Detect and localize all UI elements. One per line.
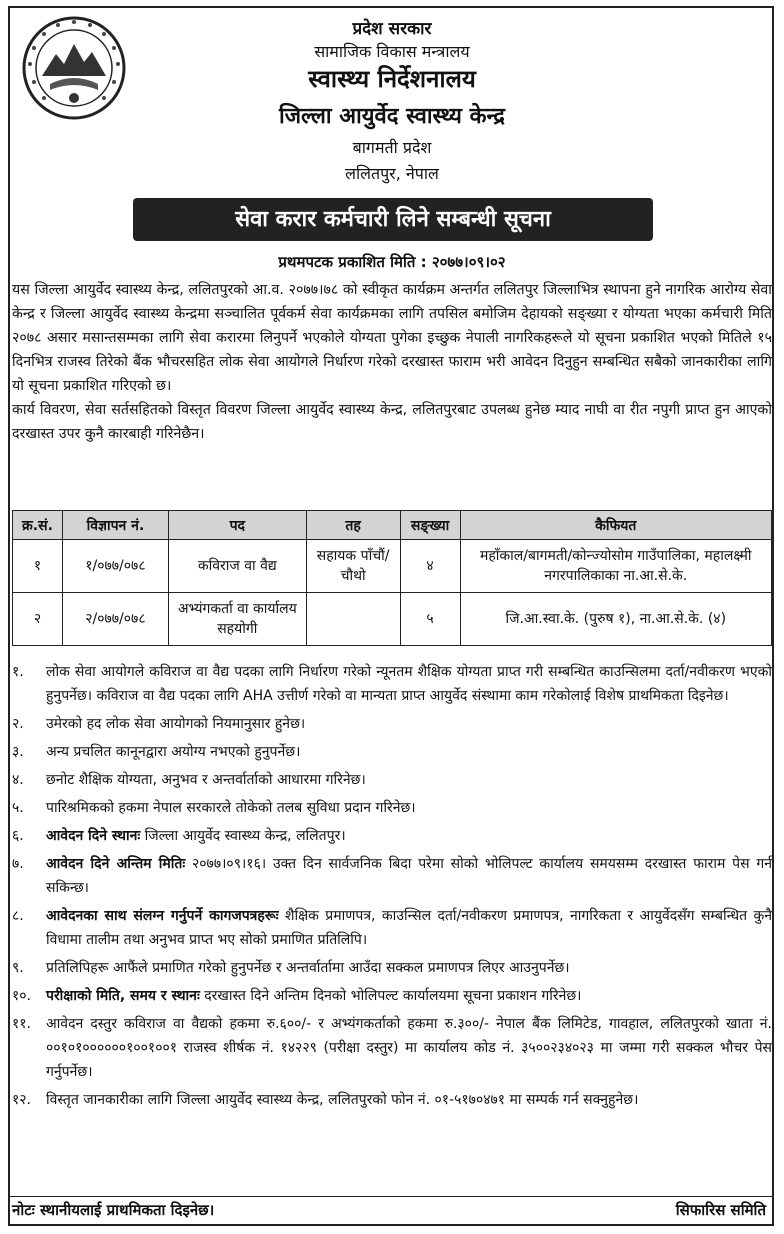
item-number: ७.: [12, 856, 24, 872]
cell-count: ४: [400, 540, 460, 593]
table-row: [13, 593, 772, 646]
publication-date: प्रथमपटक प्रकाशित मिति : २०७७।०९।०२: [278, 253, 506, 271]
header-line-ministry: सामाजिक विकास मन्त्रालय: [314, 42, 470, 61]
item-number: १२.: [12, 1092, 32, 1108]
item-text: जिल्ला आयुर्वेद स्वास्थ्य केन्द्र, ललितपुर।: [140, 828, 346, 844]
col-header-remarks: कैफियत: [460, 511, 771, 540]
item-text: उमेरको हद लोक सेवा आयोगको नियमानुसार हुनेछ।: [46, 716, 306, 732]
footer-note: नोटः स्थानीयलाई प्राथमिकता दिइनेछ।: [12, 1201, 215, 1219]
item-number: ९.: [12, 960, 24, 976]
list-item: [12, 852, 772, 900]
item-number: ४.: [12, 772, 24, 788]
item-heading: आवेदनका साथ संलग्न गर्नुपर्ने कागजपत्रहरूः: [46, 908, 279, 924]
header-line-directorate: स्वास्थ्य निर्देशनालय: [308, 65, 476, 93]
item-number: ११.: [12, 1016, 32, 1032]
col-header-level: तह: [306, 511, 400, 540]
cell-level: सहायक पाँचौं/चौथो: [306, 540, 400, 593]
col-header-sn: क्र.सं.: [13, 511, 63, 540]
footer-divider: [8, 1196, 774, 1197]
conditions-list: [12, 660, 772, 1116]
item-text: शैक्षिक प्रमाणपत्र, काउन्सिल दर्ता/नवीकरण प्रमाणपत्र, नागरिकता र आयुर्वेदसँग सम्बन्धित कुनै विधामा तालीम तथा अनुभव प्राप्त भए सोको प्रमाणित प्रतिलिपि।: [46, 908, 772, 948]
item-text: आवेदन दस्तुर कविराज वा वैद्यको हकमा रु.६००/- र अभ्यंगकर्ताको हकमा रु.३००/- नेपाल बैंक लिमिटेड, गावहाल, ललितपुरको खाता नं. ००१०१००००००१००१००१ राजस्व शीर्षक नं. १४२२९ (परीक्षा दस्तुर) मा कार्यालय कोड नं. ३५००२३४०२३ मा जम्मा गरी सक्कल भौचर पेस गर्नुपर्नेछ।: [46, 1016, 772, 1080]
list-item: [12, 712, 772, 736]
item-number: ८.: [12, 908, 24, 924]
cell-remarks: जि.आ.स्वा.के. (पुरुष १), ना.आ.से.के. (४): [460, 593, 771, 646]
list-item: [12, 660, 772, 708]
cell-adno: १/०७७/०७८: [62, 540, 168, 593]
intro-text: [12, 278, 772, 446]
nepal-emblem-icon: [20, 14, 128, 122]
cell-level: [306, 593, 400, 646]
cell-post: कविराज वा वैद्य: [168, 540, 306, 593]
item-text: लोक सेवा आयोगले कविराज वा वैद्य पदका लागि निर्धारण गरेको न्यूनतम शैक्षिक योग्यता प्राप्त गरी सम्बन्धित काउन्सिलमा दर्ता/नवीकरण भएको हुनुपर्नेछ। कविराज वा वैद्य पदका लागि AHA उत्तीर्ण गरेको वा मान्यता प्राप्त आयुर्वेद संस्थामा काम गरेकोलाई विशेष प्राथमिकता दिइनेछ।: [46, 664, 772, 704]
footer-signatory: सिफारिस समिति: [675, 1201, 766, 1219]
cell-remarks: महाँकाल/बागमती/कोन्ज्योसोम गाउँपालिका, महालक्ष्मी नगरपालिकाका ना.आ.से.के.: [460, 540, 771, 593]
cell-count: ५: [400, 593, 460, 646]
table-header-row: [13, 511, 772, 540]
notice-title-banner: सेवा करार कर्मचारी लिने सम्बन्धी सूचना: [133, 198, 653, 241]
item-heading: आवेदन दिने अन्तिम मितिः: [46, 856, 186, 872]
list-item: [12, 740, 772, 764]
vacancy-table: [12, 510, 772, 646]
col-header-post: पद: [168, 511, 306, 540]
item-heading: आवेदन दिने स्थानः: [46, 828, 141, 844]
cell-post: अभ्यंगकर्ता वा कार्यालय सहयोगी: [168, 593, 306, 646]
list-item: [12, 1088, 772, 1112]
table-row: [13, 540, 772, 593]
list-item: [12, 824, 772, 848]
item-text: २०७७।०९।१६। उक्त दिन सार्वजनिक बिदा परेमा सोको भोलिपल्ट कार्यालय समयसम्म दरखास्त फाराम पेस गर्न सकिन्छ।: [46, 856, 772, 896]
cell-sn: १: [13, 540, 63, 593]
item-text: प्रतिलिपिहरू आफैंले प्रमाणित गरेको हुनुपर्नेछ र अन्तर्वार्तामा आउँदा सक्कल प्रमाणपत्र लिएर आउनुपर्नेछ।: [46, 960, 570, 976]
header-line-province: बागमती प्रदेश: [352, 138, 432, 157]
intro-paragraph-1: यस जिल्ला आयुर्वेद स्वास्थ्य केन्द्र, ललितपुरको आ.व. २०७७।७८ को स्वीकृत कार्यक्रम अन्तर्गत ललितपुर जिल्लाभित्र स्थापना हुने नागरिक आरोग्य सेवा केन्द्र र जिल्ला आयुर्वेद स्वास्थ्य केन्द्रमा सञ्चालित पूर्वकर्म सेवा कार्यक्रमका लागि तपसिल बमोजिम देहायको सङ्ख्या र योग्यता भएका कर्मचारी मिति २०७८ असार मसान्तसम्मका लागि सेवा करारमा लिनुपर्ने भएकोले योग्यता पुगेका इच्छुक नेपाली नागरिकहरूले यो सूचना प्रकाशित भएको मितिले १५ दिनभित्र राजस्व तिरेको बैंक भौचरसहित लोक सेवा आयोगले निर्धारण गरेको दरखास्त फाराम भरी आवेदन दिनुहुन सम्बन्धित सबैको जानकारीका लागि यो सूचना प्रकाशित गरिएको छ।: [12, 282, 772, 394]
item-text: छनोट शैक्षिक योग्यता, अनुभव र अन्तर्वार्ताको आधारमा गरिनेछ।: [46, 772, 366, 788]
item-text: विस्तृत जानकारीका लागि जिल्ला आयुर्वेद स्वास्थ्य केन्द्र, ललितपुरको फोन नं. ०१-५१७०४७१ मा सम्पर्क गर्न सक्नुहुनेछ।: [46, 1092, 639, 1108]
list-item: [12, 768, 772, 792]
item-text: दरखास्त दिने अन्तिम दिनको भोलिपल्ट कार्यालयमा सूचना प्रकाशन गरिनेछ।: [199, 988, 582, 1004]
item-number: ५.: [12, 800, 24, 816]
header-line-govt: प्रदेश सरकार: [352, 19, 432, 39]
list-item: [12, 956, 772, 980]
item-number: १.: [12, 664, 24, 680]
intro-paragraph-2: कार्य विवरण, सेवा सर्तसहितको विस्तृत विवरण जिल्ला आयुर्वेद स्वास्थ्य केन्द्र, ललितपुरबाट उपलब्ध हुनेछ म्याद नाघी वा रीत नपुगी प्राप्त हुन आएको दरखास्त उपर कुनै कारबाही गरिनेछैन।: [12, 402, 772, 442]
list-item: [12, 796, 772, 820]
header-line-location: ललितपुर, नेपाल: [345, 164, 439, 183]
list-item: [12, 984, 772, 1008]
item-heading: परीक्षाको मिति, समय र स्थानः: [46, 988, 200, 1004]
item-number: ३.: [12, 744, 24, 760]
item-text: पारिश्रमिकको हकमा नेपाल सरकारले तोकेको तलब सुविधा प्रदान गरिनेछ।: [46, 800, 416, 816]
list-item: [12, 1012, 772, 1084]
col-header-count: सङ्ख्या: [400, 511, 460, 540]
item-number: १०.: [12, 988, 32, 1004]
col-header-adno: विज्ञापन नं.: [62, 511, 168, 540]
item-number: ६.: [12, 828, 24, 844]
item-number: २.: [12, 716, 24, 732]
cell-adno: २/०७७/०७८: [62, 593, 168, 646]
cell-sn: २: [13, 593, 63, 646]
item-text: अन्य प्रचलित कानूनद्वारा अयोग्य नभएको हुनुपर्नेछ।: [46, 744, 301, 760]
list-item: [12, 904, 772, 952]
header-line-office: जिल्ला आयुर्वेद स्वास्थ्य केन्द्र: [279, 104, 505, 129]
